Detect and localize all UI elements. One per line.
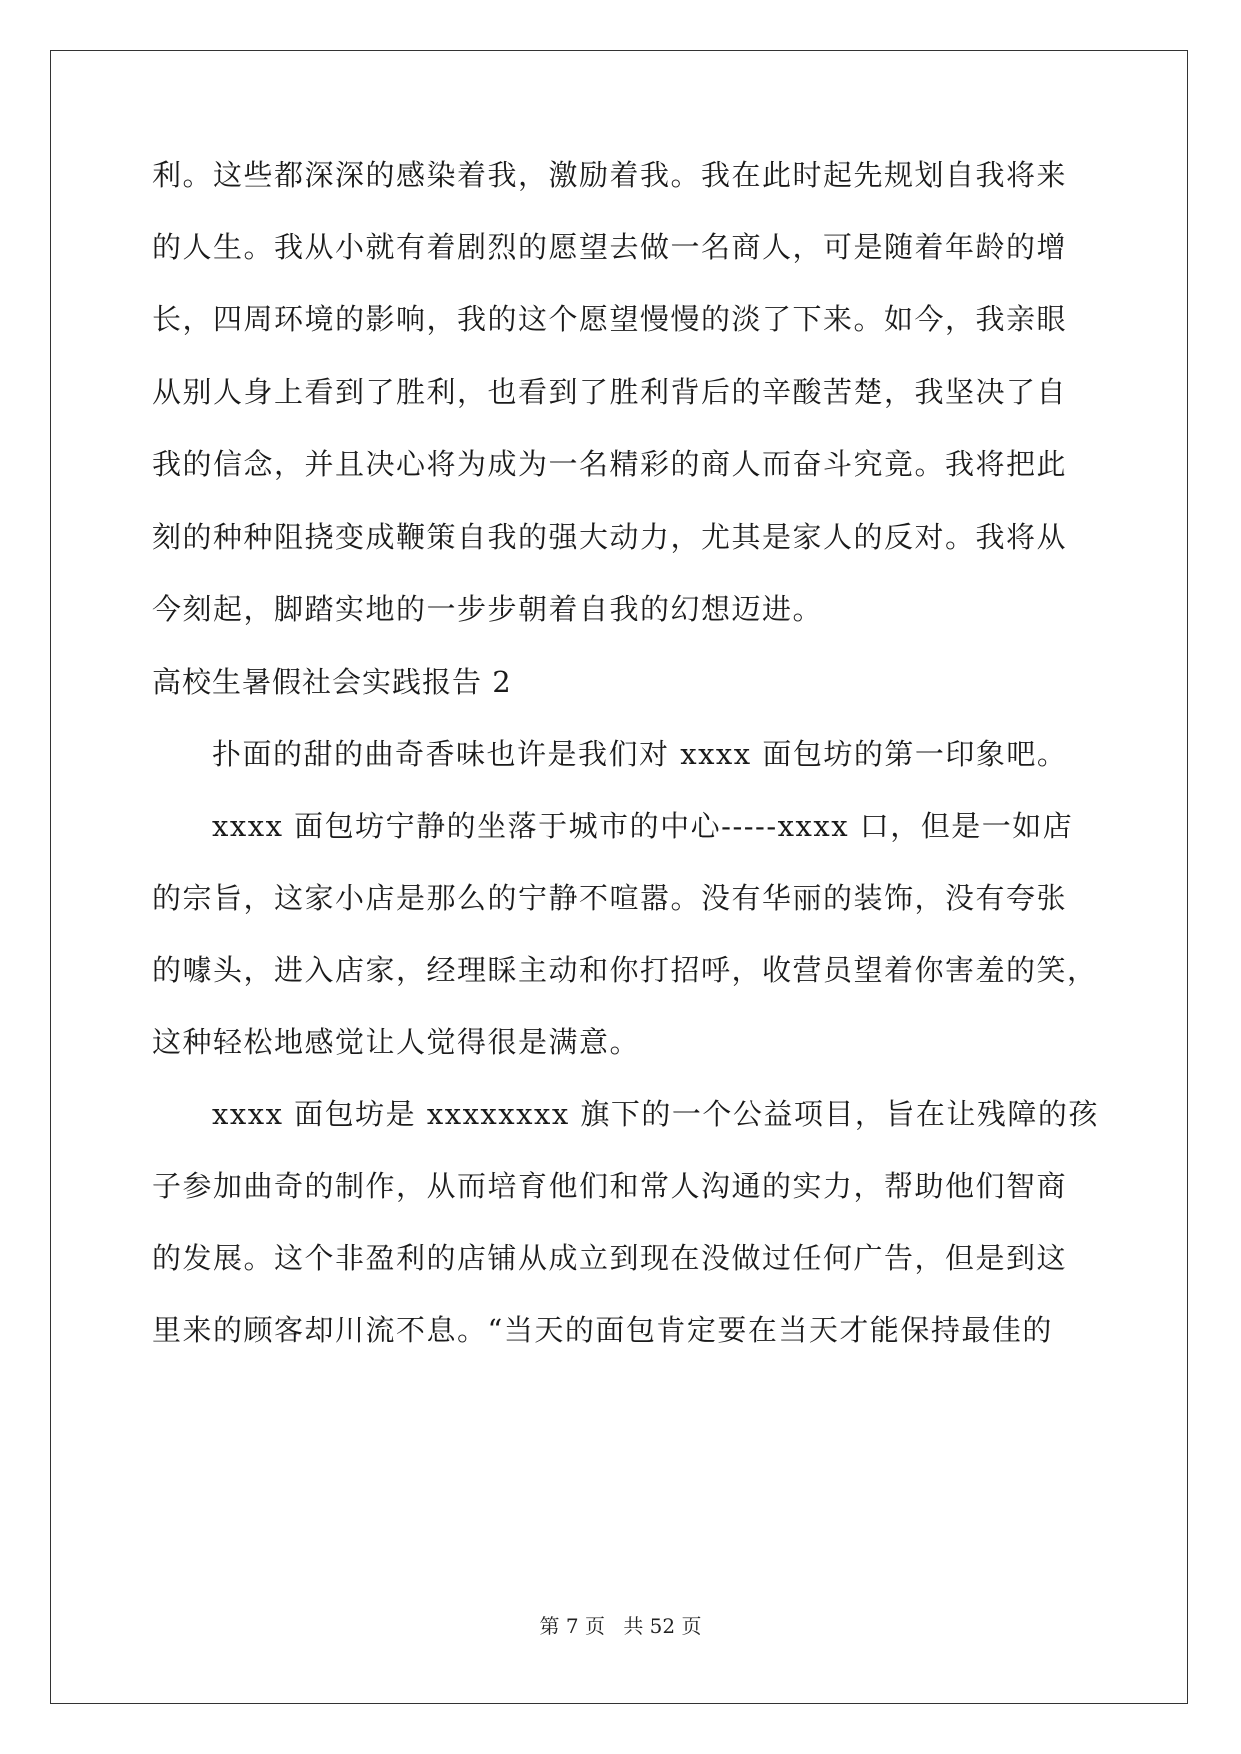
body-text-line: 从别人身上看到了胜利，也看到了胜利背后的辛酸苦楚，我坚决了自 bbox=[152, 375, 1068, 409]
body-text-line: 今刻起，脚踏实地的一步步朝着自我的幻想迈进。 bbox=[152, 592, 824, 626]
body-text-line: 的宗旨，这家小店是那么的宁静不喧嚣。没有华丽的装饰，没有夸张 bbox=[152, 881, 1068, 915]
body-text-line: 的发展。这个非盈利的店铺从成立到现在没做过任何广告，但是到这 bbox=[152, 1241, 1068, 1275]
body-text-line: 我的信念，并且决心将为成为一名精彩的商人而奋斗究竟。我将把此 bbox=[152, 447, 1068, 481]
body-text-line: xxxx 面包坊是 xxxxxxxx 旗下的一个公益项目，旨在让残障的孩 bbox=[212, 1097, 1099, 1131]
body-text-line: 刻的种种阻挠变成鞭策自我的强大动力，尤其是家人的反对。我将从 bbox=[152, 520, 1068, 554]
body-text-line: 的噱头，进入店家，经理睬主动和你打招呼，收营员望着你害羞的笑， bbox=[152, 953, 1098, 987]
body-text-line: 这种轻松地感觉让人觉得很是满意。 bbox=[152, 1025, 641, 1059]
page-number: 第 7 页 bbox=[539, 1614, 605, 1638]
body-text-line: xxxx 面包坊宁静的坐落于城市的中心-----xxxx 口，但是一如店 bbox=[212, 809, 1074, 843]
body-text-line: 的人生。我从小就有着剧烈的愿望去做一名商人，可是随着年龄的增 bbox=[152, 230, 1068, 264]
body-text-line: 长，四周环境的影响，我的这个愿望慢慢的淡了下来。如今，我亲眼 bbox=[152, 302, 1068, 336]
body-text-line: 利。这些都深深的感染着我，激励着我。我在此时起先规划自我将来 bbox=[152, 158, 1068, 192]
page-footer bbox=[0, 1612, 1241, 1640]
page-total: 共 52 页 bbox=[623, 1614, 702, 1638]
body-text-line: 里来的顾客却川流不息。“当天的面包肯定要在当天才能保持最佳的 bbox=[152, 1313, 1053, 1347]
body-text-line: 子参加曲奇的制作，从而培育他们和常人沟通的实力，帮助他们智商 bbox=[152, 1169, 1068, 1203]
body-text-line: 扑面的甜的曲奇香味也许是我们对 xxxx 面包坊的第一印象吧。 bbox=[212, 737, 1068, 771]
section-heading: 高校生暑假社会实践报告 2 bbox=[152, 665, 512, 699]
